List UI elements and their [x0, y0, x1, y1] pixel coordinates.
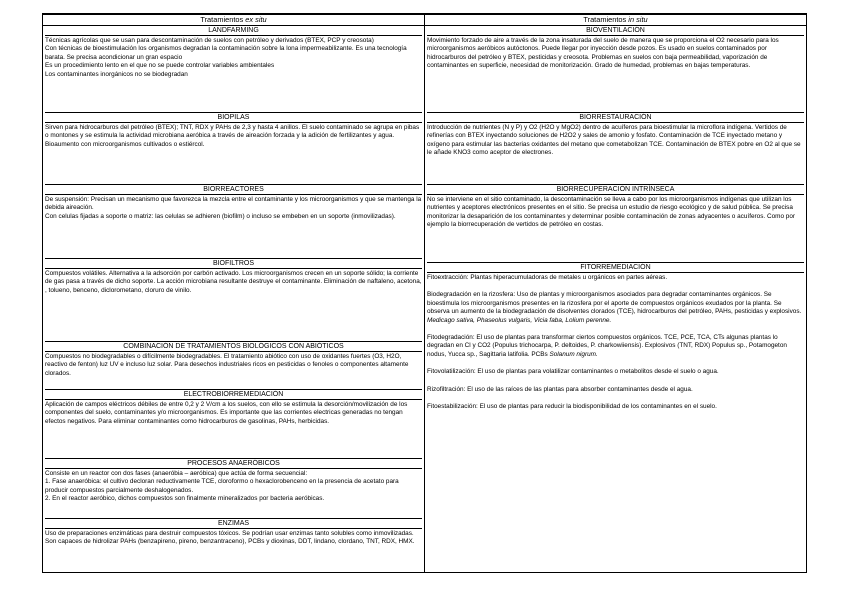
section-procesos-anaerobicos [45, 458, 422, 518]
section-title: BIORRESTAURACIÓN [427, 112, 804, 123]
section-enzimas [45, 518, 422, 572]
species-names: Medicago sativa, Phaseolus vulgaris, Vicia faba, Lolium perenne. [427, 316, 612, 324]
section-title: BIOPILAS [45, 112, 422, 123]
phyto-item [427, 368, 804, 376]
section-bioventilacion [427, 26, 804, 112]
section-title: BIOFILTROS [45, 258, 422, 269]
section-biorrecuperacion-intrinseca [427, 184, 804, 262]
section-title: FITORREMEDIACIÓN [427, 262, 804, 273]
section-text: 2. En el reactor aeróbico, dichos compuestos son finalmente mineralizados por bacteria aeróbicas. [45, 495, 325, 503]
section-title: BIORREACTORES [45, 184, 422, 195]
section-text: Técnicas agrícolas que se usan para descontaminación de suelos con petróleo y derivados (BTEX, PCP y creosota) [45, 37, 374, 44]
section-text: Uso de preparaciones enzimáticas para destruir compuestos tóxicos. Se podrían usar enzimas tanto solubles como inmovilizadas. Son capaces de hidrolizar PAHs (benzapireno, pireno, benzantraceno), PCBs y dioxinas, DDT, lindano, clordano, TNT, RDX, HMX. [45, 530, 415, 546]
section-text: Consiste en un reactor con dos fases (anaeróbia – aeróbica) que actúa de forma secuencial: [45, 470, 308, 477]
section-text: Los contaminantes inorgánicos no se biodegradan [45, 70, 188, 78]
section-text: Movimiento forzado de aire a través de la zona insaturada del suelo de manera que se proporciona el O2 necesario para los microorganismos aeróbicos autóctonos. Puede llegar por inyección desde pozos. Es usado en suelos contaminados por hidrocarburos del petróleo y BTEX, pesticidas y creosota. Problemas en suelos con baja permeabilidad, vaporización de contaminantes en superficie, necesidad de monitorización. Grado de humedad, problemas en bajas temperaturas. [427, 37, 779, 70]
species-names: Solanum nigrum. [549, 350, 598, 358]
section-text: Aplicación de campos eléctricos débiles de entre 0,2 y 2 V/cm a los suelos, con ello se estimula la desorción/movilización de los componentes del suelo, contaminantes y/o microorganismos. Es importante que las corrientes electricas generadas no tengan efectos negativos. Para eliminar contaminantes como hidrocarburos de gasolinas, PAHs, herbicidas. [45, 401, 408, 425]
in-situ-column [425, 26, 807, 573]
column-headers [43, 14, 807, 26]
phyto-item-text: Fitoestabilización: El uso de plantas para reducir la biodisponibilidad de los contaminantes en el suelo. [427, 403, 717, 411]
section-text: Introducción de nutrientes (N y P) y O2 (H2O y MgO2) dentro de acuíferos para bioestimular la microflora indígena. Vertidos de refinerías con BTEX inyectando soluciones de H2O2 y sales de amonio y fosfato. Contaminación de TCE inyectado metano y oxígeno para estimular las bacterias oxidantes del metano que cometabolizan TCE. Contaminación de BTEX pobre en O2 al que se le añade KNO3 como aceptor de electrones. [427, 124, 801, 157]
phyto-item [427, 274, 804, 282]
section-text: De suspensión: Precisan un mecanismo que favorezca la mezcla entre el contaminante y los microorganismos y que se mantenga la debida aireación. [45, 196, 422, 212]
phyto-item-text: Fitoextracción: Plantas hiperacumuladoras de metales u orgánicos en partes aéreas. [427, 274, 668, 281]
section-title: PROCESOS ANAERÓBICOS [45, 458, 422, 469]
phyto-item [427, 403, 804, 411]
section-biorrestauracion [427, 112, 804, 184]
section-combinacion-de-tratamientos-biologicos-con-abioticos [45, 341, 422, 389]
section-text: No se interviene en el sitio contaminado, la descontaminación se lleva a cabo por los microorganismos indígenas que utilizan los nutrientes y aceptores electrónicos presentes en el sitio. Se precisa un estudio de riesgo ecológico y de salud pública. Se precisa monitorizar la desaparición de los contaminantes y determinar posible contaminación de zonas adyacentes o acuíferos. Como por ejemplo la biorrecuperación de vertidos de petróleo en costas. [427, 196, 796, 229]
section-title: COMBINACIÓN DE TRATAMIENTOS BIOLÓGICOS CON ABIÓTICOS [45, 341, 422, 352]
phyto-item [427, 291, 804, 325]
section-text: Con técnicas de bioestimulación los organismos degradan la contaminación sobre la lona impermeabilizante. Es una tecnología barata. Se precisa acondicionar un gran espacio [45, 45, 407, 61]
section-fitorremediacion [427, 262, 804, 566]
phyto-item [427, 334, 804, 359]
section-biorreactores [45, 184, 422, 258]
phyto-item-text: Biodegradación en la rizosfera: Uso de plantas y microorganismos asociados para degradar contaminantes orgánicos. Se bioestimula los microorganismos presentes en la rizosfera por el aporte de compuestos orgánicos exudados por la planta. Se observa un aumento de la biodegradación de disolventes clorados (TCE), hidrocarburos del petróleo, PAHs, pesticidas y explosivos. [427, 291, 802, 316]
section-landfarming [45, 26, 422, 112]
phyto-item-text: Fitodegradación: El uso de plantas para transformar ciertos compuestos orgánicos. TCE, PCE, TCA, CTs algunas plantas lo degradan en Cl y CO2 (Populus trichocarpa, P. deltoides, P. charkowiiensis). Explosivos (TNT, RDX) Populus sp., Potamogeton nodus, Yucca sp., Sagittaria latifolia. PCBs [427, 334, 787, 358]
header-in-situ: Tratamientos in situ [425, 14, 807, 26]
section-biofiltros [45, 258, 422, 341]
section-title: BIOVENTILACIÓN [427, 26, 804, 36]
treatments-table [42, 13, 807, 573]
section-biopilas [45, 112, 422, 184]
ex-situ-column [43, 26, 425, 573]
section-title: BIORRECUPERACIÓN INTRÍNSECA [427, 184, 804, 195]
phyto-item [427, 386, 804, 394]
section-text: Sirven para hidrocarburos del petróleo (BTEX); TNT, RDX y PAHs de 2,3 y hasta 4 anillos. El suelo contaminado se agrupa en pibas o montones y se estimula la actividad microbiana aeróbica a través de aireación forzada y la adición de fertilizantes y agua. Bioaumento con microorganismos cultivados o estiércol. [45, 124, 420, 148]
phyto-item-text: Fitovolatilización: El uso de plantas para volatilizar contaminantes o metabolitos desde el suelo o agua. [427, 368, 719, 376]
treatments-document [42, 13, 806, 573]
section-text: Con celulas fijadas a soporte o matriz: las celulas se adhieren (biofilm) o incluso se embeben en un soporte (inmovilizadas). [45, 212, 396, 220]
section-title: ENZIMAS [45, 518, 422, 529]
section-title: LANDFARMING [45, 26, 422, 36]
section-text: Es un procedimiento lento en el que no se puede controlar variables ambientales [45, 62, 275, 70]
section-text: Compuestos no biodegradables o difícilmente biodegradables. El tratamiento abiótico con uso de oxidantes fuertes (O3, H2O, reactivo de fenton) luz UV e incluso luz solar. Para desechos industriales ricos en pesticidas o fenoles o componentes altamente clorados. [45, 353, 409, 377]
section-title: ELECTROBIORREMEDIACIÓN [45, 389, 422, 400]
header-ex-situ: Tratamientos ex situ [43, 14, 425, 26]
section-text: Compuestos volátiles. Alternativa a la adsorción por carbón activado. Los microorganismos crecen en un soporte sólido; la corriente de gas pasa a través de dicho soporte. La acción microbiana resultante destruye el contaminante. Eliminación de naftaleno, acetona, , tolueno, benceno, diclorometano, cloruro de vinilo. [45, 270, 422, 294]
phyto-item-text: Rizofiltración: El uso de las raíces de las plantas para absorber contaminantes desde el agua. [427, 385, 693, 393]
section-electrobiorremediacion [45, 389, 422, 458]
section-text: 1. Fase anaeróbica: el cultivo decloran reductivamente TCE, cloroformo o hexaclorobenceno en la presencia de acetato para producir compuestos parcialmente deshalogenados. [45, 478, 399, 494]
